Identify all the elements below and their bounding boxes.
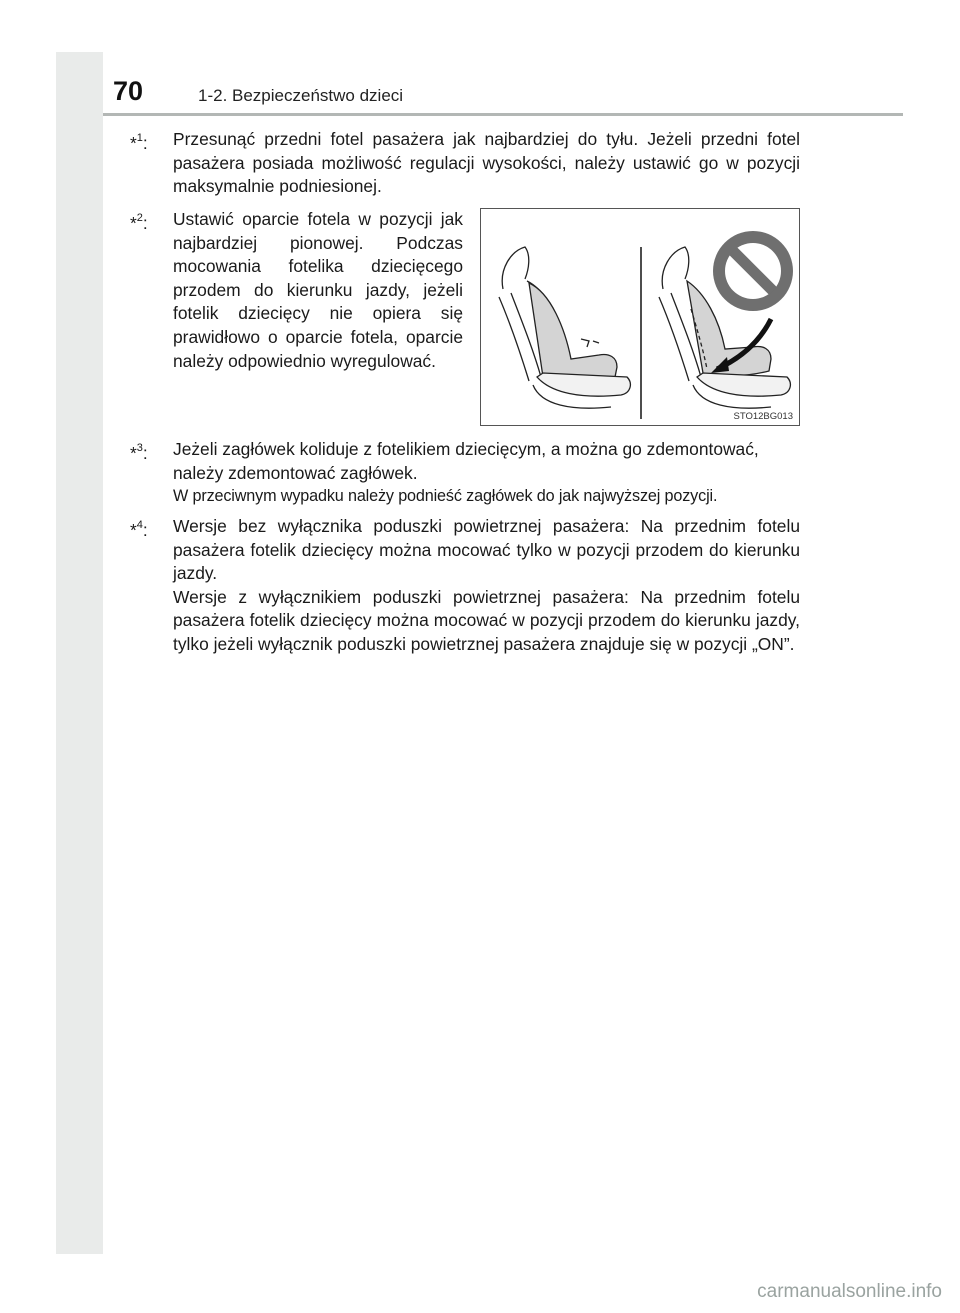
footnote-text: Wersje z wyłącznikiem poduszki powietrznej pasażera: Na przednim fotelu pasażera fotelik dziecięcy można mocować w pozycji przodem do kierunku jazdy, tylko jeżeli wyłącznik poduszki powietrznej pasażera znajduje się w pozycji „ON”. bbox=[173, 586, 800, 654]
footnote-text: Przesunąć przedni fotel pasażera jak najbardziej do tyłu. Jeżeli przedni fotel pasażera posiada możliwość regulacji wysokości, należy ustawić go w pozycji maksymalnie podniesionej. bbox=[173, 129, 800, 197]
footnote-text: Wersje bez wyłącznika poduszki powietrznej pasażera: Na przednim fotelu pasażera fotelik dziecięcy można mocować tylko w pozycji przodem do kierunku jazdy. bbox=[173, 516, 800, 584]
footnote-marker: *$^1$: bbox=[130, 132, 148, 153]
side-tab-bar bbox=[56, 52, 103, 1254]
footnote-text: Jeżeli zagłówek koliduje z fotelikiem dziecięcym, a można go zdemontować, należy zdemontować zagłówek. bbox=[173, 439, 759, 483]
footnote-marker: *$^4$: bbox=[130, 519, 148, 540]
watermark: carmanualsonline.info bbox=[757, 1281, 942, 1302]
footnote-text: W przeciwnym wypadku należy podnieść zagłówek do jak najwyższej pozycji. bbox=[173, 487, 718, 506]
seat-illustration bbox=[480, 208, 800, 426]
prohibition-icon bbox=[713, 231, 793, 311]
footnote-2 bbox=[130, 208, 463, 373]
footnote-marker: *$^3$: bbox=[130, 442, 148, 463]
footnote-4 bbox=[130, 515, 800, 657]
footnote-text: Ustawić oparcie fotela w pozycji jak najbardziej pionowej. Podczas mocowania fotelika dziecięcego przodem do kierunku jazdy, jeżeli fotelik dziecięcy nie opiera się prawidłowo o oparcie fotela, oparcie należy odpowiednio wyregulować. bbox=[173, 209, 463, 371]
figure-code: STO12BG013 bbox=[733, 411, 793, 422]
footnote-3 bbox=[130, 438, 800, 509]
footnote-marker: *$^2$: bbox=[130, 212, 148, 233]
header-divider bbox=[103, 113, 903, 116]
section-title: 1-2. Bezpieczeństwo dzieci bbox=[198, 86, 404, 105]
seat-correct-icon bbox=[499, 247, 630, 408]
page-number: 70 bbox=[113, 76, 144, 106]
footnote-1 bbox=[130, 128, 800, 199]
seat-drawing bbox=[481, 209, 799, 425]
